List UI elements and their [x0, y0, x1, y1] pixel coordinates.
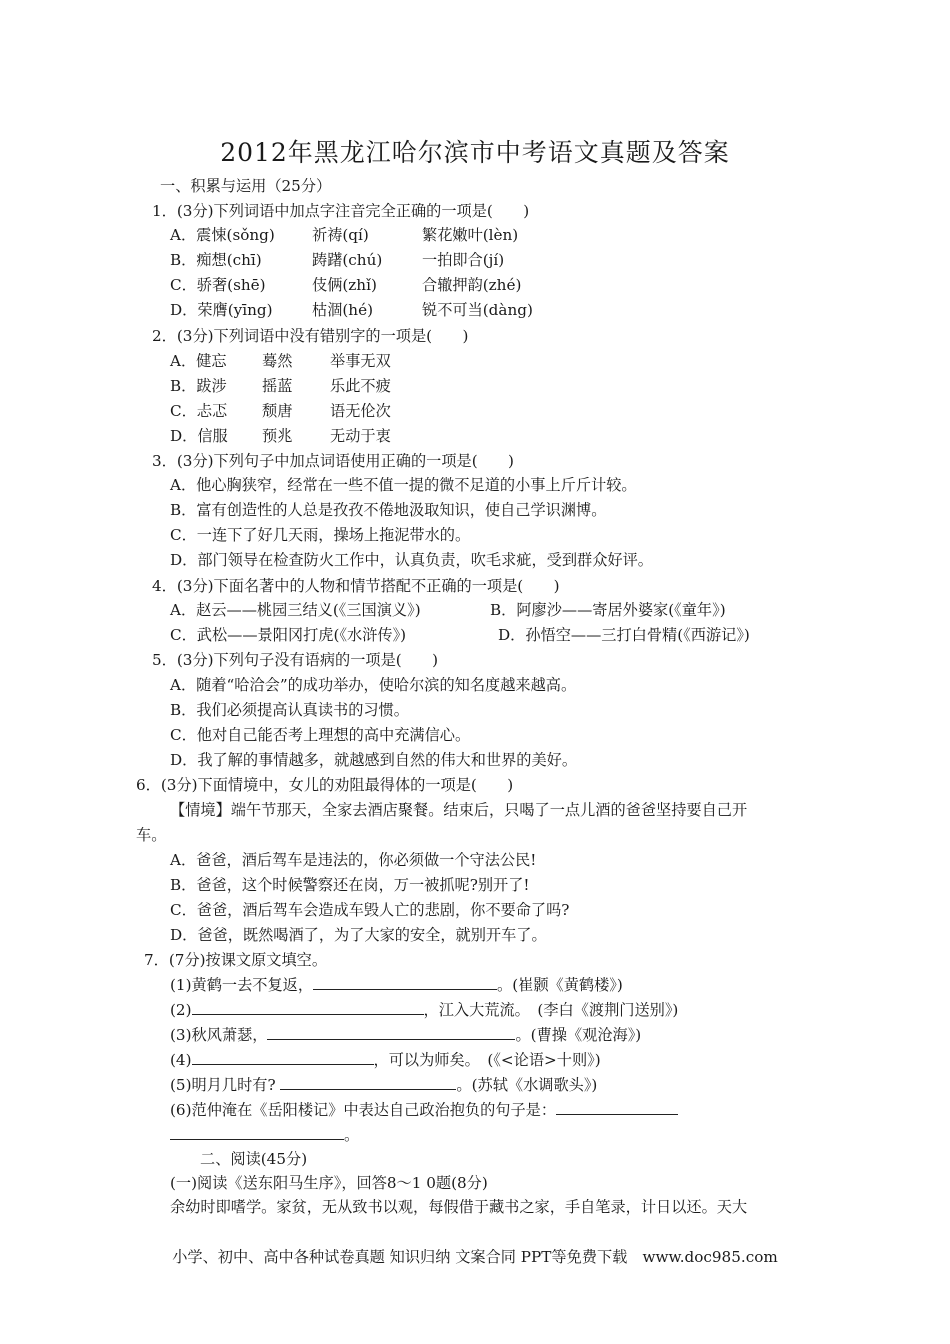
question-4-option-d: D．孙悟空——三打白骨精(《西游记》)	[498, 626, 750, 644]
question-2-option-c-3: 语无伦次	[330, 402, 391, 420]
fill-item-3	[170, 1025, 641, 1045]
fill-blank-6a[interactable]	[556, 1100, 678, 1115]
section-heading-1: 一、积累与运用（25分）	[160, 177, 332, 195]
question-6-option-b: B．爸爸，这个时候警察还在岗，万一被抓呢?别开了!	[170, 876, 530, 894]
fill-item-6-end: 。	[344, 1126, 360, 1144]
question-1-option-d-1: D．荣膺(yīng)	[170, 301, 273, 319]
question-2-option-d-3: 无动于衷	[330, 427, 391, 445]
fill-blank-5[interactable]	[280, 1075, 456, 1090]
question-5-option-d: D．我了解的事情越多，就越感到自然的伟大和世界的美好。	[170, 751, 578, 769]
question-1-option-d-2: 枯涸(hé)	[312, 301, 373, 319]
fill-blank-1[interactable]	[313, 975, 497, 990]
fill-item-1-suffix: 。(崔颢《黄鹤楼》)	[497, 976, 623, 994]
fill-item-6	[170, 1100, 678, 1120]
question-4-option-b: B．阿廖沙——寄居外婆家(《童年》)	[490, 601, 726, 619]
reading-1-passage-line: 余幼时即嗜学。家贫，无从致书以观，每假借于藏书之家，手自笔录，计日以还。天大	[170, 1198, 748, 1216]
fill-blank-2[interactable]	[192, 1000, 424, 1015]
question-2-option-d-2: 预兆	[262, 427, 293, 445]
question-2-option-a-2: 蓦然	[262, 352, 293, 370]
fill-item-5-prefix: (5)明月几时有?	[170, 1076, 276, 1094]
fill-blank-6b[interactable]	[170, 1125, 344, 1140]
question-5-option-c: C．他对自己能否考上理想的高中充满信心。	[170, 726, 471, 744]
question-1-option-a-2: 祈祷(qí)	[312, 226, 369, 244]
fill-item-1	[170, 975, 623, 995]
fill-item-6-prefix: (6)范仲淹在《岳阳楼记》中表达自己政治抱负的句子是：	[170, 1101, 557, 1119]
fill-item-2-prefix: (2)	[170, 1001, 192, 1019]
page-title: 2012年黑龙江哈尔滨市中考语文真题及答案	[220, 138, 730, 167]
question-6-context-line-1: 【情境】端午节那天，全家去酒店聚餐。结束后，只喝了一点儿酒的爸爸坚持要自己开	[170, 801, 748, 819]
fill-item-5	[170, 1075, 597, 1095]
question-2-option-d-1: D．信服	[170, 427, 228, 445]
question-2-option-b-3: 乐此不疲	[330, 377, 391, 395]
reading-1-heading: (一)阅读《送东阳马生序》，回答8～1 0题(8分)	[170, 1174, 488, 1192]
question-3-stem: 3．(3分)下列句子中加点词语使用正确的一项是( )	[152, 452, 514, 470]
question-5-option-b: B．我们必须提高认真读书的习惯。	[170, 701, 409, 719]
question-3-option-b: B．富有创造性的人总是孜孜不倦地汲取知识，使自己学识渊博。	[170, 501, 607, 519]
question-2-option-b-1: B．跋涉	[170, 377, 227, 395]
question-2-option-b-2: 摇蓝	[262, 377, 293, 395]
page-footer: 小学、初中、高中各种试卷真题 知识归纳 文案合同 PPT等免费下载 www.doc985.com	[172, 1248, 778, 1266]
question-6-option-d: D．爸爸，既然喝酒了，为了大家的安全，就别开车了。	[170, 926, 547, 944]
question-6-context-line-2: 车。	[136, 826, 167, 844]
question-4-stem: 4．(3分)下面名著中的人物和情节搭配不正确的一项是( )	[152, 577, 560, 595]
question-1-option-b-2: 踌躇(chú)	[312, 251, 383, 269]
question-2-option-a-3: 举事无双	[330, 352, 391, 370]
fill-item-5-suffix: 。(苏轼《水调歌头》)	[456, 1076, 598, 1094]
fill-item-4-prefix: (4)	[170, 1051, 192, 1069]
fill-item-4	[170, 1050, 601, 1070]
question-6-option-c: C．爸爸，酒后驾车会造成车毁人亡的悲剧，你不要命了吗?	[170, 901, 570, 919]
fill-item-6-continued	[170, 1125, 359, 1145]
question-1-option-c-3: 合辙押韵(zhé)	[422, 276, 522, 294]
question-1-option-d-3: 锐不可当(dàng)	[422, 301, 533, 319]
question-6-stem: 6．(3分)下面情境中，女儿的劝阻最得体的一项是( )	[136, 776, 514, 794]
section-heading-2: 二、阅读(45分)	[200, 1150, 308, 1168]
question-1-option-a-1: A．震悚(sǒng)	[170, 226, 275, 244]
question-2-option-c-2: 颓唐	[262, 402, 293, 420]
question-5-stem: 5．(3分)下列句子没有语病的一项是( )	[152, 651, 439, 669]
question-4-option-c: C．武松——景阳冈打虎(《水浒传》)	[170, 626, 407, 644]
question-7-stem: 7．(7分)按课文原文填空。	[144, 951, 328, 969]
fill-item-2-suffix: ，江入大荒流。 (李白《渡荆门送别》)	[423, 1001, 679, 1019]
fill-item-1-prefix: (1)黄鹤一去不复返，	[170, 976, 314, 994]
question-3-option-d: D．部门领导在检查防火工作中，认真负责，吹毛求疵，受到群众好评。	[170, 551, 653, 569]
fill-item-3-prefix: (3)秋风萧瑟，	[170, 1026, 268, 1044]
fill-blank-4[interactable]	[192, 1050, 374, 1065]
fill-blank-3[interactable]	[267, 1025, 515, 1040]
question-6-option-a: A．爸爸，酒后驾车是违法的，你必须做一个守法公民!	[170, 851, 537, 869]
question-2-option-c-1: C．忐忑	[170, 402, 228, 420]
question-3-option-c: C．一连下了好几天雨，操场上拖泥带水的。	[170, 526, 471, 544]
question-1-option-a-3: 繁花嫩叶(lèn)	[422, 226, 519, 244]
question-4-option-a: A．赵云——桃园三结义(《三国演义》)	[170, 601, 421, 619]
question-1-option-b-3: 一拍即合(jí)	[422, 251, 505, 269]
question-1-stem: 1．(3分)下列词语中加点字注音完全正确的一项是( )	[152, 202, 530, 220]
question-2-stem: 2．(3分)下列词语中没有错别字的一项是( )	[152, 327, 469, 345]
question-5-option-a: A．随着“哈洽会”的成功举办，使哈尔滨的知名度越来越高。	[170, 676, 577, 694]
question-2-option-a-1: A．健忘	[170, 352, 227, 370]
question-1-option-b-1: B．痴想(chī)	[170, 251, 262, 269]
fill-item-4-suffix: ，可以为师矣。 (《<论语>十则》)	[373, 1051, 601, 1069]
fill-item-3-suffix: 。(曹操《观沧海》)	[515, 1026, 642, 1044]
fill-item-2	[170, 1000, 678, 1020]
question-1-option-c-1: C．骄奢(shē)	[170, 276, 266, 294]
question-3-option-a: A．他心胸狭窄，经常在一些不值一提的微不足道的小事上斤斤计较。	[170, 476, 637, 494]
question-1-option-c-2: 伎俩(zhǐ)	[312, 276, 377, 294]
